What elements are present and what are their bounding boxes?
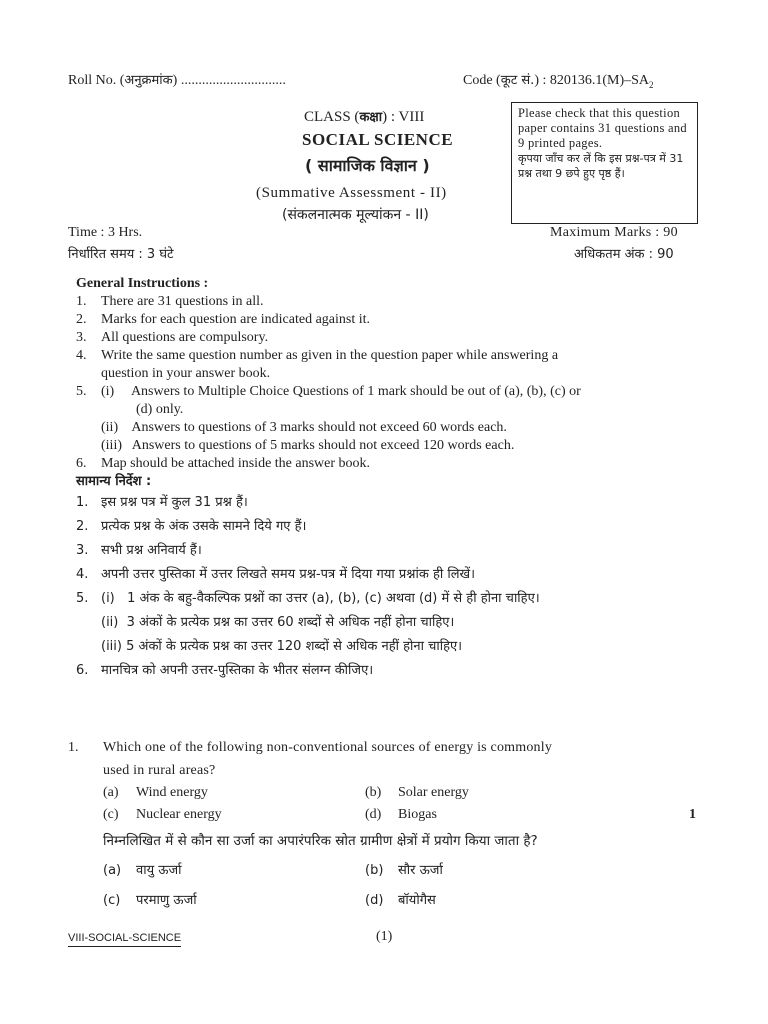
- instruction-item: [76, 635, 736, 659]
- hindi-option-b: [365, 862, 443, 880]
- hindi-option-b-text: सौर ऊर्जा: [398, 863, 443, 878]
- hindi-instructions: [76, 473, 736, 683]
- time-english: Time : 3 Hrs.: [68, 225, 143, 240]
- instruction-number: 4.: [76, 567, 89, 582]
- class-prefix: CLASS (: [304, 109, 360, 125]
- hindi-instructions-list: [76, 491, 736, 683]
- code-label: Code (: [463, 73, 501, 88]
- subject-title-hindi: ( सामाजिक विज्ञान ): [305, 156, 430, 175]
- instruction-text: There are 31 questions in all.: [101, 294, 264, 309]
- instruction-text: (ii) 3 अंकों के प्रत्येक प्रश्न का उत्तर 60 शब्दों से अधिक नहीं होना चाहिए।: [101, 615, 455, 630]
- instruction-item: [76, 611, 736, 635]
- instruction-number: 2.: [76, 312, 87, 327]
- hindi-option-d-text: बॉयोगैस: [398, 893, 436, 908]
- instruction-item: [76, 563, 736, 587]
- instruction-text: अपनी उत्तर पुस्तिका में उत्तर लिखते समय प्रश्न-पत्र में दिया गया प्रश्नांक ही लिखें।: [101, 567, 476, 582]
- question-1-text-line2: used in rural areas?: [103, 763, 216, 778]
- instruction-text: (i) Answers to Multiple Choice Questions of 1 mark should be out of (a), (b), (c) or: [101, 384, 581, 399]
- page-count-notice: [511, 102, 698, 224]
- instruction-number: 3.: [76, 330, 87, 345]
- instructions-list: [76, 293, 716, 473]
- class-suffix: ) : VIII: [382, 109, 425, 125]
- hindi-option-a: [103, 862, 182, 880]
- instruction-number: 3.: [76, 543, 89, 558]
- instruction-text: Marks for each question are indicated against it.: [101, 312, 371, 327]
- instruction-item: [76, 293, 716, 311]
- instruction-item: [76, 515, 736, 539]
- instruction-text: प्रत्येक प्रश्न के अंक उसके सामने दिये गए हैं।: [101, 519, 307, 534]
- instruction-item: [76, 437, 716, 455]
- instruction-item: [76, 491, 736, 515]
- code-value: ) : 820136.1(M)–SA: [534, 73, 650, 88]
- option-b-label: (b): [365, 785, 382, 800]
- option-b-text: Solar energy: [398, 785, 469, 800]
- instruction-text: मानचित्र को अपनी उत्तर-पुस्तिका के भीतर संलग्न कीजिए।: [101, 663, 374, 678]
- question-1-marks: 1: [689, 807, 696, 822]
- footer-subject: VIII-SOCIAL-SCIENCE: [68, 932, 181, 947]
- hindi-option-a-label: (a): [103, 863, 122, 878]
- instruction-item: [76, 383, 716, 401]
- instruction-number: 6.: [76, 456, 87, 471]
- hindi-option-c-text: परमाणु ऊर्जा: [136, 893, 197, 908]
- instruction-text: सभी प्रश्न अनिवार्य हैं।: [101, 543, 202, 558]
- instruction-item: [76, 347, 716, 365]
- time-hindi: निर्धारित समय : 3 घंटे: [68, 247, 174, 262]
- instruction-number: 1.: [76, 495, 89, 510]
- general-instructions: [76, 275, 716, 473]
- instruction-number: 6.: [76, 663, 89, 678]
- roll-label-hindi: अनुक्रमांक: [124, 73, 173, 88]
- instruction-text: (ii) Answers to questions of 3 marks should not exceed 60 words each.: [101, 420, 507, 435]
- option-d: [365, 806, 437, 824]
- option-a: [103, 784, 208, 802]
- instruction-text: इस प्रश्न पत्र में कुल 31 प्रश्न हैं।: [101, 495, 248, 510]
- page-number: (1): [376, 929, 393, 944]
- option-a-label: (a): [103, 785, 119, 800]
- code-subscript: 2: [649, 79, 654, 90]
- option-c: [103, 806, 222, 824]
- instruction-item: [76, 401, 716, 419]
- instruction-text: (d) only.: [101, 402, 184, 417]
- hindi-instructions-heading: सामान्य निर्देश :: [76, 474, 152, 489]
- max-marks-english: Maximum Marks : 90: [550, 225, 678, 240]
- subject-title: SOCIAL SCIENCE: [302, 130, 454, 149]
- notice-hindi: कृपया जाँच कर लें कि इस प्रश्न-पत्र में 31 प्रश्न तथा 9 छपे हुए पृष्ठ हैं।: [518, 152, 684, 180]
- instruction-number: 2.: [76, 519, 89, 534]
- assessment-title-hindi: (संकलनात्मक मूल्यांकन - II): [282, 207, 429, 223]
- instructions-heading: General Instructions :: [76, 276, 209, 291]
- option-c-label: (c): [103, 807, 119, 822]
- instruction-item: [76, 311, 716, 329]
- instruction-item: [76, 659, 736, 683]
- roll-dots: ) ..............................: [172, 73, 286, 88]
- hindi-option-b-label: (b): [365, 863, 384, 878]
- assessment-title: (Summative Assessment - II): [256, 185, 447, 201]
- instruction-number: 4.: [76, 348, 87, 363]
- option-b: [365, 784, 469, 802]
- hindi-option-d-label: (d): [365, 893, 384, 908]
- instruction-item: [76, 365, 716, 383]
- instruction-item: [76, 329, 716, 347]
- instruction-number: 5.: [76, 591, 89, 606]
- question-1-text: Which one of the following non-conventional sources of energy is commonly: [103, 740, 553, 755]
- hindi-option-c-label: (c): [103, 893, 121, 908]
- question-1-number: 1.: [68, 740, 79, 755]
- hindi-option-c: [103, 892, 197, 910]
- max-marks-hindi: अधिकतम अंक : 90: [574, 247, 674, 262]
- instruction-text: All questions are compulsory.: [101, 330, 269, 345]
- option-c-text: Nuclear energy: [136, 807, 222, 822]
- option-a-text: Wind energy: [136, 785, 208, 800]
- roll-label: Roll No. (: [68, 73, 125, 88]
- hindi-option-a-text: वायु ऊर्जा: [136, 863, 182, 878]
- code-label-hindi: कूट सं.: [500, 73, 535, 88]
- instruction-item: [76, 587, 736, 611]
- instruction-text: (iii) Answers to questions of 5 marks should not exceed 120 words each.: [101, 438, 515, 453]
- hindi-option-d: [365, 892, 436, 910]
- paper-code: [463, 72, 654, 94]
- instruction-item: [76, 419, 716, 437]
- instruction-text: Map should be attached inside the answer book.: [101, 456, 371, 471]
- instruction-text: question in your answer book.: [101, 366, 271, 381]
- option-d-text: Biogas: [398, 807, 437, 822]
- notice-english: Please check that this question paper contains 31 questions and 9 printed pages.: [518, 106, 687, 150]
- option-d-label: (d): [365, 807, 382, 822]
- instruction-number: 5.: [76, 384, 87, 399]
- instruction-text: (iii) 5 अंकों के प्रत्येक प्रश्न का उत्तर 120 शब्दों से अधिक नहीं होना चाहिए।: [101, 639, 463, 654]
- roll-number-field: [68, 72, 286, 90]
- question-1-hindi-text: निम्नलिखित में से कौन सा उर्जा का अपारंपरिक स्रोत ग्रामीण क्षेत्रों में प्रयोग किया जाता है?: [103, 833, 538, 849]
- class-hindi: कक्षा: [359, 110, 383, 125]
- instruction-item: [76, 455, 716, 473]
- instruction-item: [76, 539, 736, 563]
- instruction-text: Write the same question number as given in the question paper while answering a: [101, 348, 559, 363]
- instruction-text: (i) 1 अंक के बहु-वैकल्पिक प्रश्नों का उत्तर (a), (b), (c) अथवा (d) में से ही होना चाहिए।: [101, 591, 540, 606]
- class-title: [304, 108, 424, 127]
- instruction-number: 1.: [76, 294, 87, 309]
